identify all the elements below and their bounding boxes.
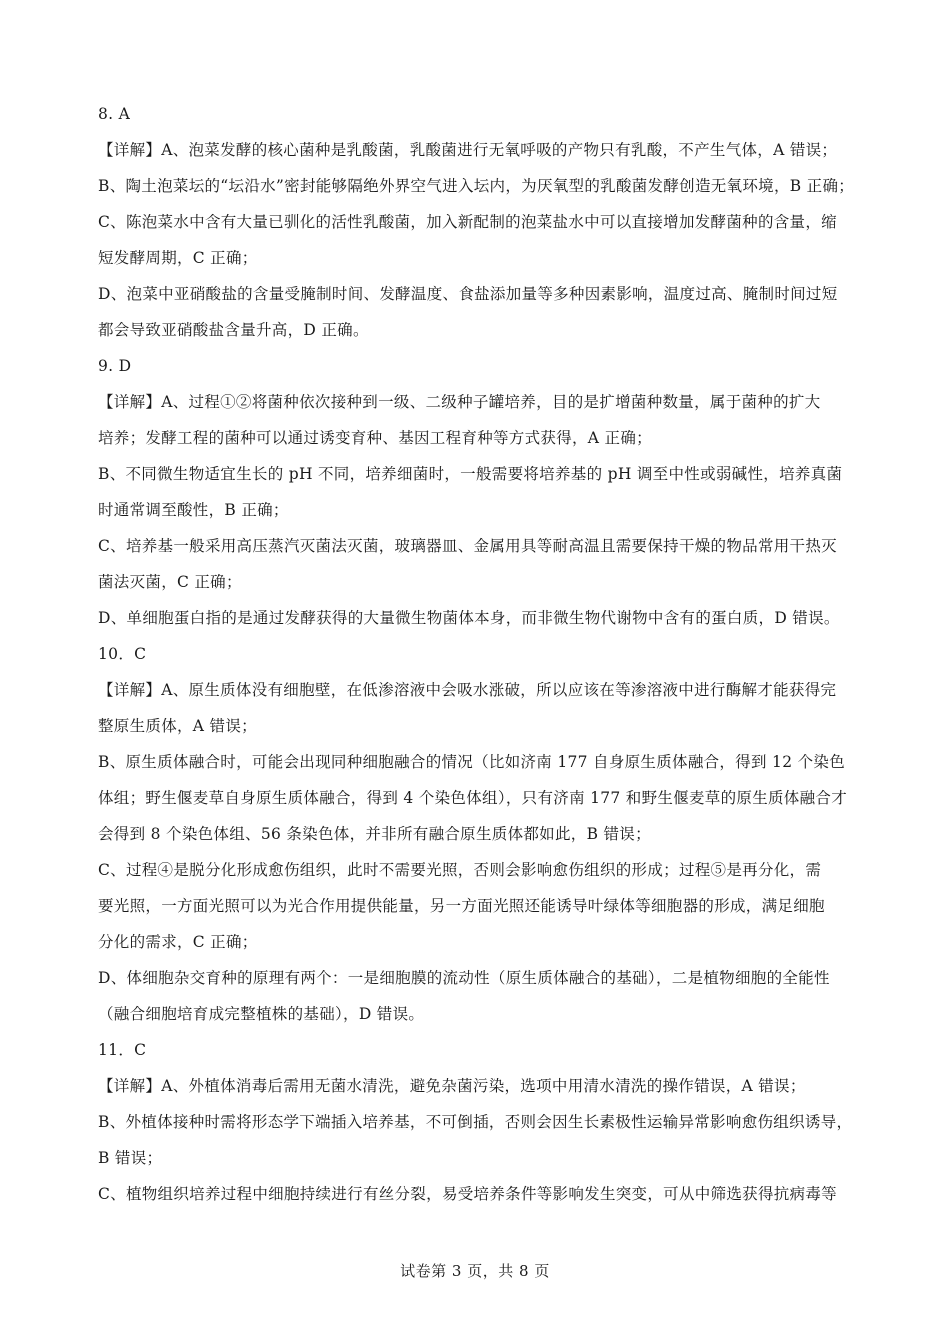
explanation-line: B 错误； — [98, 1149, 163, 1167]
explanation-line: B、原生质体融合时，可能会出现同种细胞融合的情况（比如济南 177 自身原生质体融合，得到 12 个染色 — [98, 753, 846, 771]
explanation-line: B、陶土泡菜坛的“坛沿水”密封能够隔绝外界空气进入坛内，为厌氧型的乳酸菌发酵创造无氧环境，B 正确； — [98, 177, 855, 195]
explanation-line: 分化的需求，C 正确； — [98, 933, 258, 951]
explanation-line: C、过程④是脱分化形成愈伤组织，此时不需要光照，否则会影响愈伤组织的形成；过程⑤是再分化，需 — [98, 861, 822, 879]
explanation-line: C、培养基一般采用高压蒸汽灭菌法灭菌，玻璃器皿、金属用具等耐高温且需要保持干燥的物品常用干热灭 — [98, 537, 837, 555]
explanation-line: D、单细胞蛋白指的是通过发酵获得的大量微生物菌体本身，而非微生物代谢物中含有的蛋白质，D 错误。 — [98, 609, 840, 627]
explanation-line: 整原生质体，A 错误； — [98, 717, 257, 735]
question-block-10 — [98, 636, 854, 1032]
explanation-line: 菌法灭菌，C 正确； — [98, 573, 242, 591]
explanation-line: 会得到 8 个染色体组、56 条染色体，并非所有融合原生质体都如此，B 错误； — [98, 825, 651, 843]
explanation-line: 【详解】A、原生质体没有细胞壁，在低渗溶液中会吸水涨破，所以应该在等渗溶液中进行酶解才能获得完 — [98, 681, 837, 699]
explanation-line: （融合细胞培育成完整植株的基础），D 错误。 — [98, 1005, 425, 1023]
explanation-line: 时通常调至酸性，B 正确； — [98, 501, 289, 519]
question-number: 11．C — [98, 1041, 147, 1059]
question-block-9 — [98, 348, 854, 636]
question-block-8 — [98, 96, 854, 348]
explanation-line: 要光照，一方面光照可以为光合作用提供能量，另一方面光照还能诱导叶绿体等细胞器的形成，满足细胞 — [98, 897, 825, 915]
answer-content — [98, 96, 854, 1212]
explanation-line: D、体细胞杂交育种的原理有两个：一是细胞膜的流动性（原生质体融合的基础），二是植物细胞的全能性 — [98, 969, 830, 987]
explanation-line: 都会导致亚硝酸盐含量升高，D 正确。 — [98, 321, 369, 339]
explanation-line: 培养；发酵工程的菌种可以通过诱变育种、基因工程育种等方式获得，A 正确； — [98, 429, 652, 447]
explanation-line: C、植物组织培养过程中细胞持续进行有丝分裂，易受培养条件等影响发生突变，可从中筛选获得抗病毒等 — [98, 1185, 837, 1203]
explanation-line: 【详解】A、过程①②将菌种依次接种到一级、二级种子罐培养，目的是扩增菌种数量，属于菌种的扩大 — [98, 393, 821, 411]
explanation-line: 【详解】A、泡菜发酵的核心菌种是乳酸菌，乳酸菌进行无氧呼吸的产物只有乳酸，不产生气体，A 错误； — [98, 141, 838, 159]
explanation-line: 【详解】A、外植体消毒后需用无菌水清洗，避免杂菌污染，选项中用清水清洗的操作错误，A 错误； — [98, 1077, 806, 1095]
explanation-line: B、外植体接种时需将形态学下端插入培养基，不可倒插，否则会因生长素极性运输异常影响愈伤组织诱导， — [98, 1113, 853, 1131]
explanation-line: 体组；野生偃麦草自身原生质体融合，得到 4 个染色体组），只有济南 177 和野生偃麦草的原生质体融合才 — [98, 789, 848, 807]
question-number: 9. D — [98, 357, 132, 375]
explanation-line: C、陈泡菜水中含有大量已驯化的活性乳酸菌，加入新配制的泡菜盐水中可以直接增加发酵菌种的含量，缩 — [98, 213, 837, 231]
page-footer: 试卷第 3 页，共 8 页 — [400, 1262, 550, 1280]
explanation-line: B、不同微生物适宜生长的 pH 不同，培养细菌时，一般需要将培养基的 pH 调至中性或弱碱性，培养真菌 — [98, 465, 843, 483]
explanation-line: D、泡菜中亚硝酸盐的含量受腌制时间、发酵温度、食盐添加量等多种因素影响，温度过高、腌制时间过短 — [98, 285, 838, 303]
question-number: 10．C — [98, 645, 147, 663]
question-number: 8. A — [98, 105, 131, 123]
explanation-line: 短发酵周期，C 正确； — [98, 249, 258, 267]
question-block-11 — [98, 1032, 854, 1212]
